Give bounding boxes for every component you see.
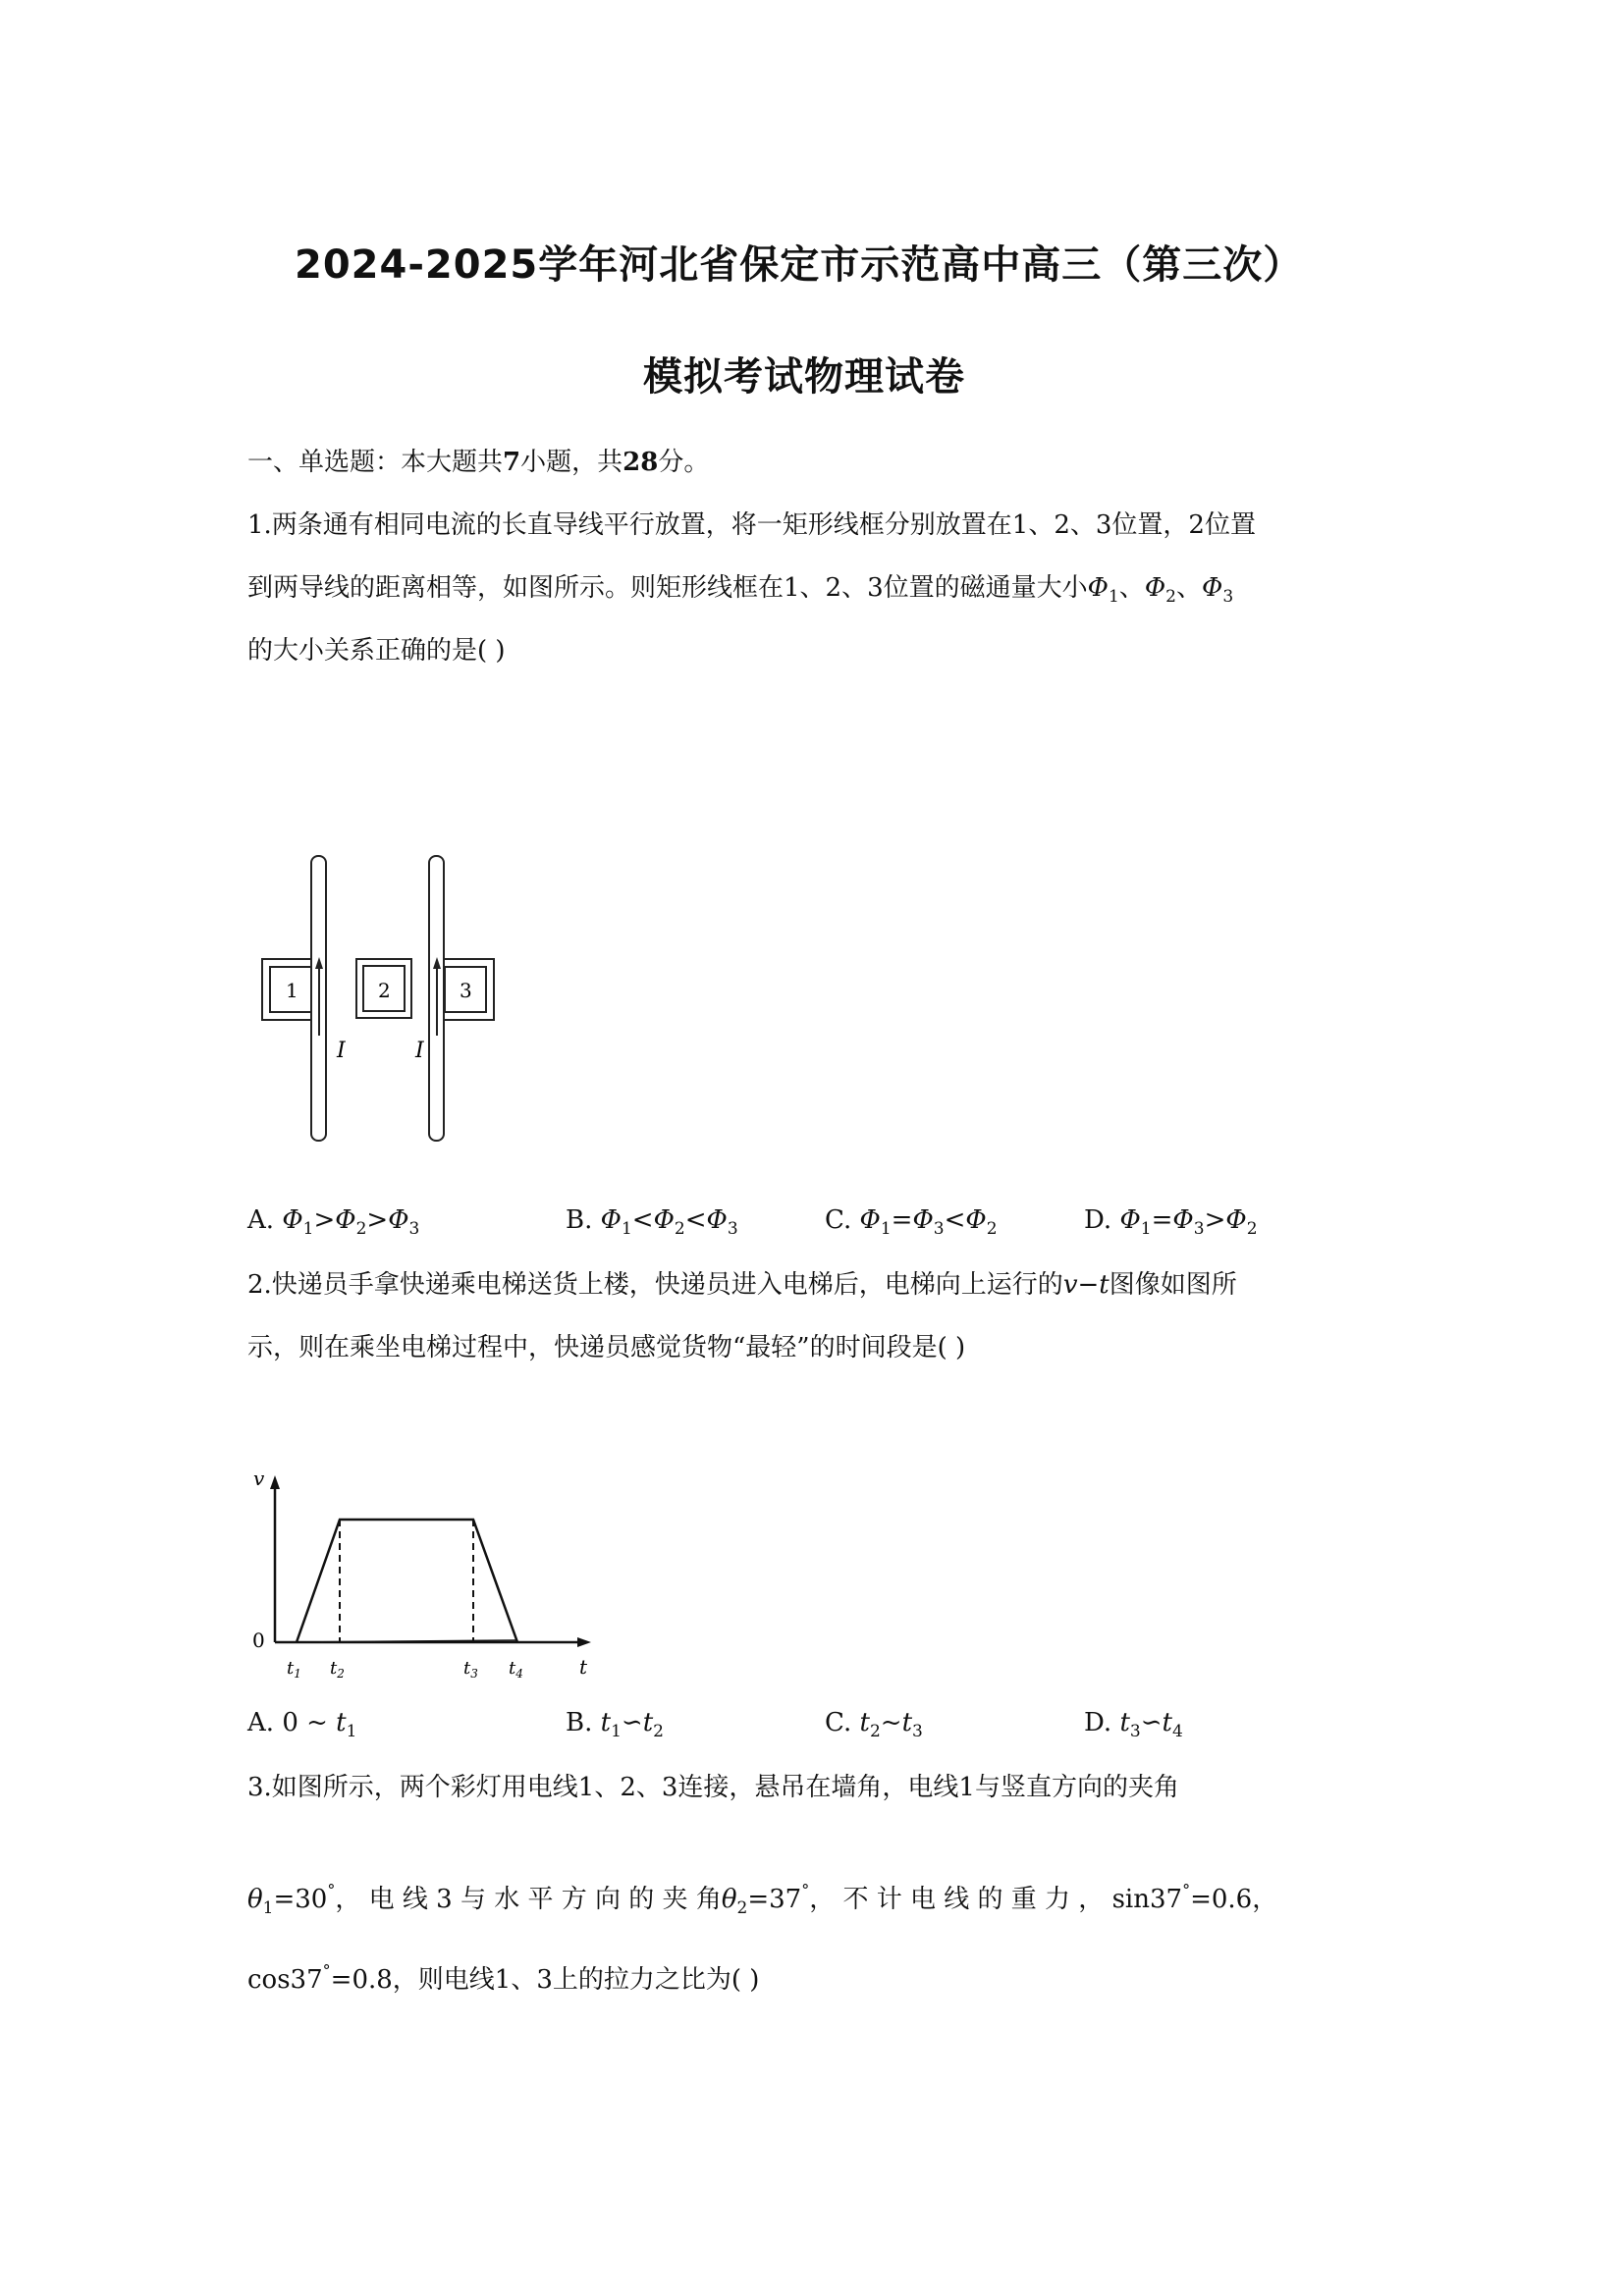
relation: < [944,1205,966,1235]
q1-option-b[interactable] [566,1205,738,1239]
sub-2: 2 [1246,1219,1258,1239]
theta2-value: =37 [747,1885,802,1914]
degree-sign: ° [327,1881,336,1899]
q2-line-1 [247,1264,1237,1301]
relation: > [366,1205,389,1235]
option-letter: D. [1084,1708,1112,1737]
q2-line-2: 示，则在乘坐电梯过程中，快递员感觉货物“最轻”的时间段是( ) [247,1333,966,1362]
sub-3: 3 [727,1219,738,1239]
current-label-left: I [337,1039,346,1063]
option-letter: A. [247,1205,275,1235]
time-var: t [1162,1708,1172,1737]
relation: = [891,1205,913,1235]
q3-line-2-mid: ， 电 线 3 与 水 平 方 向 的 夹 角 [335,1885,722,1914]
option-letter: C. [825,1708,852,1737]
sin-value: =0.6， [1190,1885,1278,1914]
total-score: 28 [623,448,659,477]
degree-sign: ° [1182,1881,1191,1899]
range-sign: ∽ [621,1708,643,1737]
tick-t4: $t_4$ [509,1658,523,1681]
q3-line-2-tail: ， 不 计 电 线 的 重 力 ， [809,1885,1105,1914]
q3-line-1: 3.如图所示，两个彩灯用电线1、2、3连接，悬吊在墙角，电线1与竖直方向的夹角 [247,1773,1179,1802]
cos-expr: cos37 [247,1965,323,1995]
option-letter: A. [247,1708,275,1737]
relation: > [313,1205,336,1235]
phi-symbol: Φ [1201,573,1223,603]
cos-value-and-question: =0.8，则电线1、3上的拉力之比为( ) [330,1965,760,1995]
phi-symbol: Φ [912,1205,934,1235]
time-var: t [859,1708,870,1737]
q3-line-3 [247,1959,759,1996]
question-count: 7 [503,448,521,477]
sub-1: 1 [1140,1219,1152,1239]
separator: 、 [1118,573,1145,603]
time-sub: 1 [611,1722,622,1741]
sub-2: 2 [1165,587,1176,607]
section-middle: 小题，共 [520,448,623,477]
q1-option-c[interactable] [825,1205,998,1239]
sub-2: 2 [736,1898,748,1918]
origin-label: 0 [252,1629,265,1652]
sin-expr: sin37 [1111,1885,1183,1914]
time-sub: 2 [653,1722,664,1741]
relation: < [631,1205,654,1235]
title-line-2: 模拟考试物理试卷 [643,354,965,400]
sub-1: 1 [880,1219,892,1239]
sub-3: 3 [408,1219,420,1239]
time-sub: 3 [912,1722,923,1741]
sub-2: 2 [674,1219,685,1239]
section-suffix: 分。 [658,448,710,477]
frame-label-3: 3 [460,979,472,1002]
phi-symbol: Φ [335,1205,356,1235]
tick-t1: $t_1$ [287,1658,301,1681]
time-var: t [642,1708,654,1737]
q1-line-2-text: 到两导线的距离相等，如图所示。则矩形线框在1、2、3位置的磁通量大小 [247,573,1088,603]
q2-option-d[interactable] [1084,1708,1183,1741]
time-var: t [600,1708,612,1737]
phi-symbol: Φ [1087,573,1109,603]
vt-symbol: v−t [1062,1270,1110,1300]
time-var: t [901,1708,913,1737]
sub-1: 1 [262,1898,274,1918]
option-letter: B. [566,1708,593,1737]
relation: = [1151,1205,1173,1235]
option-letter: B. [566,1205,593,1235]
axis-label-t: t [579,1655,588,1679]
range-sign: ~ [880,1708,902,1737]
theta-symbol: θ [721,1885,737,1914]
sub-2: 2 [986,1219,998,1239]
phi-symbol: Φ [282,1205,303,1235]
current-label-right: I [415,1039,424,1063]
option-letter: D. [1084,1205,1112,1235]
range-sign: ∽ [1140,1708,1163,1737]
phi-symbol: Φ [600,1205,622,1235]
q2-option-a[interactable] [247,1708,356,1741]
time-sub: 4 [1171,1722,1183,1741]
q1-option-d[interactable] [1084,1205,1258,1239]
phi-symbol: Φ [1225,1205,1247,1235]
phi-symbol: Φ [1119,1205,1141,1235]
phi-symbol: Φ [1144,573,1166,603]
frame-label-2: 2 [378,979,391,1002]
sub-3: 3 [1222,587,1234,607]
theta1-value: =30 [273,1885,328,1914]
time-var: t [1119,1708,1130,1737]
separator: 、 [1175,573,1202,603]
sub-1: 1 [302,1219,314,1239]
q2-vt-graph [245,1468,604,1688]
phi-symbol: Φ [965,1205,987,1235]
phi-symbol: Φ [706,1205,728,1235]
axis-label-v: v [253,1468,265,1490]
q2-option-c[interactable] [825,1708,923,1741]
sub-1: 1 [621,1219,632,1239]
time-sub: 2 [869,1722,881,1741]
tick-t3: $t_3$ [463,1658,478,1681]
phi-symbol: Φ [859,1205,881,1235]
option-text: 0 ~ [282,1708,337,1737]
section-heading [247,442,709,478]
relation: > [1204,1205,1226,1235]
phi-symbol: Φ [1172,1205,1194,1235]
frame-label-1: 1 [286,979,298,1002]
q1-line-2 [247,567,1233,607]
q1-line-3: 的大小关系正确的是( ) [247,636,506,666]
phi-symbol: Φ [653,1205,675,1235]
sub-3: 3 [1193,1219,1205,1239]
q3-line-2 [247,1879,1277,1918]
time-sub: 3 [1129,1722,1141,1741]
theta-symbol: θ [247,1885,263,1914]
q1-figure-wires-and-frames [250,849,515,1153]
sub-3: 3 [933,1219,945,1239]
title-line-1: 2024-2025学年河北省保定市示范高中高三（第三次） [295,242,1304,288]
section-prefix: 一、单选题：本大题共 [247,448,504,477]
time-sub: 1 [346,1722,357,1741]
tick-t2: $t_2$ [330,1658,345,1681]
relation: < [684,1205,707,1235]
sub-2: 2 [355,1219,367,1239]
q2-line-1-tail: 图像如图所 [1109,1270,1237,1300]
q2-line-1-text: 2.快递员手拿快递乘电梯送货上楼，快递员进入电梯后，电梯向上运行的 [247,1270,1063,1300]
phi-symbol: Φ [388,1205,409,1235]
time-var: t [336,1708,347,1737]
option-letter: C. [825,1205,852,1235]
degree-sign: ° [322,1961,331,1980]
q1-option-a[interactable] [247,1205,419,1239]
q1-line-1: 1.两条通有相同电流的长直导线平行放置，将一矩形线框分别放置在1、2、3位置，2位置 [247,510,1256,540]
q2-option-b[interactable] [566,1708,664,1741]
degree-sign: ° [801,1881,810,1899]
sub-1: 1 [1108,587,1119,607]
